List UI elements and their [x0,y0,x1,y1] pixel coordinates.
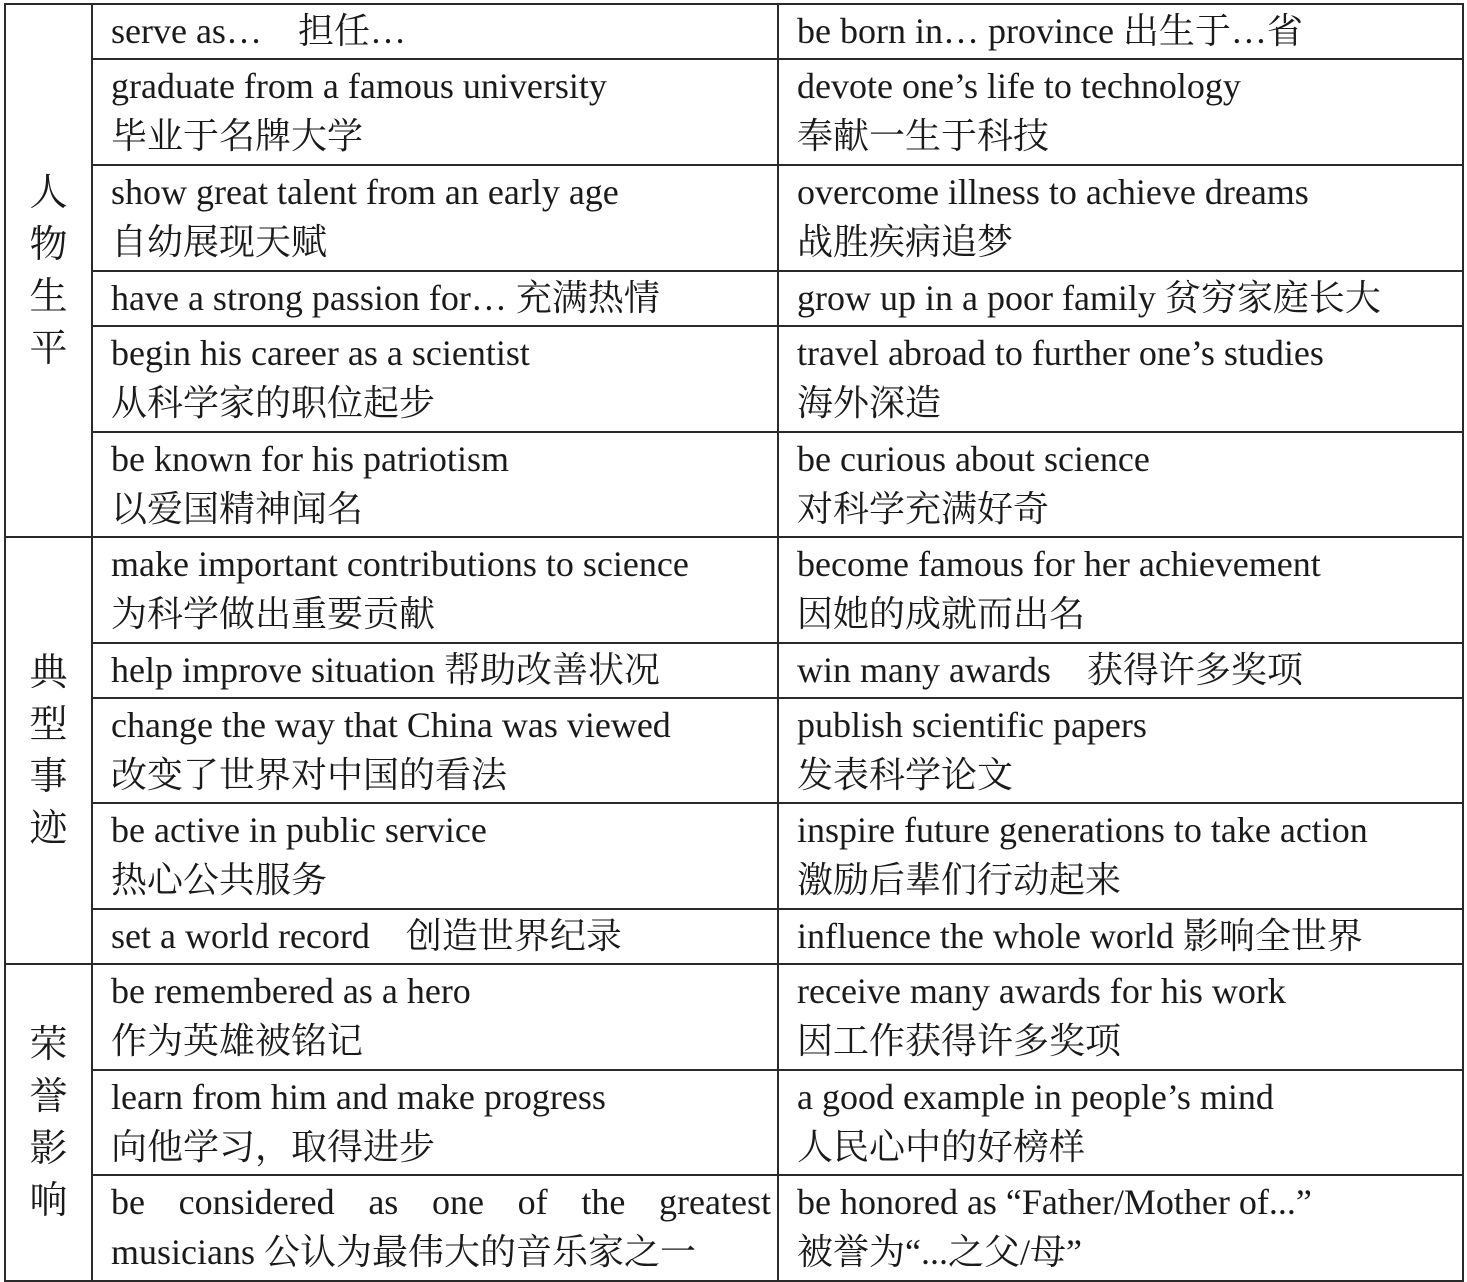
phrase-text-zh: 毕业于名牌大学 [111,116,364,156]
phrase-cell-right [778,803,1463,909]
table-row [5,271,1463,326]
phrase-text: win many awards 获得许多奖项 [797,650,1303,690]
phrase-cell-right [778,537,1463,643]
phrase-text-en: begin his career as a scientist [111,333,530,373]
phrase-cell-left [92,803,778,909]
phrase-cell-right [778,271,1463,326]
phrase-text-zh: 从科学家的职位起步 [111,383,436,423]
phrase-cell-right [778,909,1463,964]
phrase-cell-right [778,964,1463,1070]
phrase-text: influence the whole world 影响全世界 [797,916,1363,956]
table-row [5,1070,1463,1175]
phrase-text: help improve situation 帮助改善状况 [111,650,660,690]
table-row [5,326,1463,432]
category-cell-biography [5,4,92,537]
phrase-cell-left [92,59,778,165]
phrase-cell-left [92,326,778,432]
table-row [5,432,1463,537]
phrase-cell-right [778,1070,1463,1175]
phrase-text: have a strong passion for… 充满热情 [111,278,660,318]
phrase-text-zh: 奉献一生于科技 [797,116,1050,156]
phrase-text: serve as… 担任… [111,11,406,51]
phrase-cell-right [778,432,1463,537]
phrase-text: be born in… province 出生于…省 [797,11,1303,51]
phrase-cell-left [92,643,778,698]
phrase-cell-right [778,698,1463,803]
phrase-text-en: change the way that China was viewed [111,705,671,745]
phrase-text-en: be active in public service [111,810,487,850]
table-row [5,909,1463,964]
phrase-text-en: be considered as one of the greatest [111,1182,771,1222]
phrase-text-zh: musicians 公认为最伟大的音乐家之一 [111,1232,696,1272]
category-cell-honors [5,964,92,1281]
phrase-text-zh: 对科学充满好奇 [797,489,1050,529]
phrase-text-en: be curious about science [797,439,1150,479]
phrase-text-en: be remembered as a hero [111,971,471,1011]
phrase-cell-left [92,4,778,59]
phrase-cell-left [92,271,778,326]
phrase-cell-left [92,165,778,271]
phrase-text-en: make important contributions to science [111,544,689,584]
phrase-text-en: be honored as “Father/Mother of...” [797,1182,1312,1222]
phrase-cell-right [778,643,1463,698]
phrase-text-en: publish scientific papers [797,705,1147,745]
category-cell-deeds [5,537,92,964]
phrase-text-en: a good example in people’s mind [797,1077,1274,1117]
table-row [5,698,1463,803]
phrase-text: set a world record 创造世界纪录 [111,916,622,956]
phrase-cell-right [778,165,1463,271]
table-row [5,803,1463,909]
table-row [5,4,1463,59]
table-row [5,537,1463,643]
phrase-text-zh: 为科学做出重要贡献 [111,594,436,634]
phrase-cell-left [92,432,778,537]
table-row [5,643,1463,698]
table-row [5,964,1463,1070]
phrase-cell-left [92,964,778,1070]
phrase-text-en: show great talent from an early age [111,172,619,212]
phrase-text-zh: 自幼展现天赋 [111,222,328,262]
phrase-cell-right [778,59,1463,165]
phrase-text-zh: 海外深造 [797,383,942,423]
category-label: 典型事迹 [29,651,68,850]
phrase-table-wrapper [4,3,1462,1282]
phrase-cell-right [778,1175,1463,1281]
phrase-cell-left [92,698,778,803]
phrase-text-zh: 发表科学论文 [797,755,1014,795]
phrase-text-en: travel abroad to further one’s studies [797,333,1324,373]
phrase-text: grow up in a poor family 贫穷家庭长大 [797,278,1381,318]
phrase-text-zh: 激励后辈们行动起来 [797,860,1122,900]
phrase-text-en: be known for his patriotism [111,439,509,479]
phrase-cell-left [92,1175,778,1281]
category-label: 荣誉影响 [29,1023,68,1222]
phrase-cell-left [92,537,778,643]
phrase-text-en: become famous for her achievement [797,544,1321,584]
phrase-text-zh: 因工作获得许多奖项 [797,1021,1122,1061]
phrase-text-zh: 战胜疾病追梦 [797,222,1014,262]
phrase-text-zh: 因她的成就而出名 [797,594,1086,634]
phrase-table [4,3,1464,1282]
phrase-text-en: graduate from a famous university [111,66,607,106]
phrase-text-zh: 改变了世界对中国的看法 [111,755,508,795]
phrase-text-zh: 被誉为“...之父/母” [797,1232,1082,1272]
phrase-cell-right [778,326,1463,432]
phrase-text-zh: 人民心中的好榜样 [797,1127,1086,1167]
category-label: 人物生平 [29,171,68,370]
phrase-text-zh: 作为英雄被铭记 [111,1021,364,1061]
table-row [5,59,1463,165]
phrase-text-en: learn from him and make progress [111,1077,606,1117]
phrase-text-en: inspire future generations to take action [797,810,1368,850]
phrase-text-zh: 向他学习，取得进步 [111,1127,436,1167]
phrase-cell-right [778,4,1463,59]
phrase-cell-left [92,1070,778,1175]
phrase-cell-left [92,909,778,964]
phrase-text-en: receive many awards for his work [797,971,1286,1011]
phrase-text-zh: 热心公共服务 [111,860,328,900]
phrase-text-zh: 以爱国精神闻名 [111,489,364,529]
phrase-text-en: devote one’s life to technology [797,66,1241,106]
table-row [5,1175,1463,1281]
table-row [5,165,1463,271]
phrase-text-en: overcome illness to achieve dreams [797,172,1309,212]
